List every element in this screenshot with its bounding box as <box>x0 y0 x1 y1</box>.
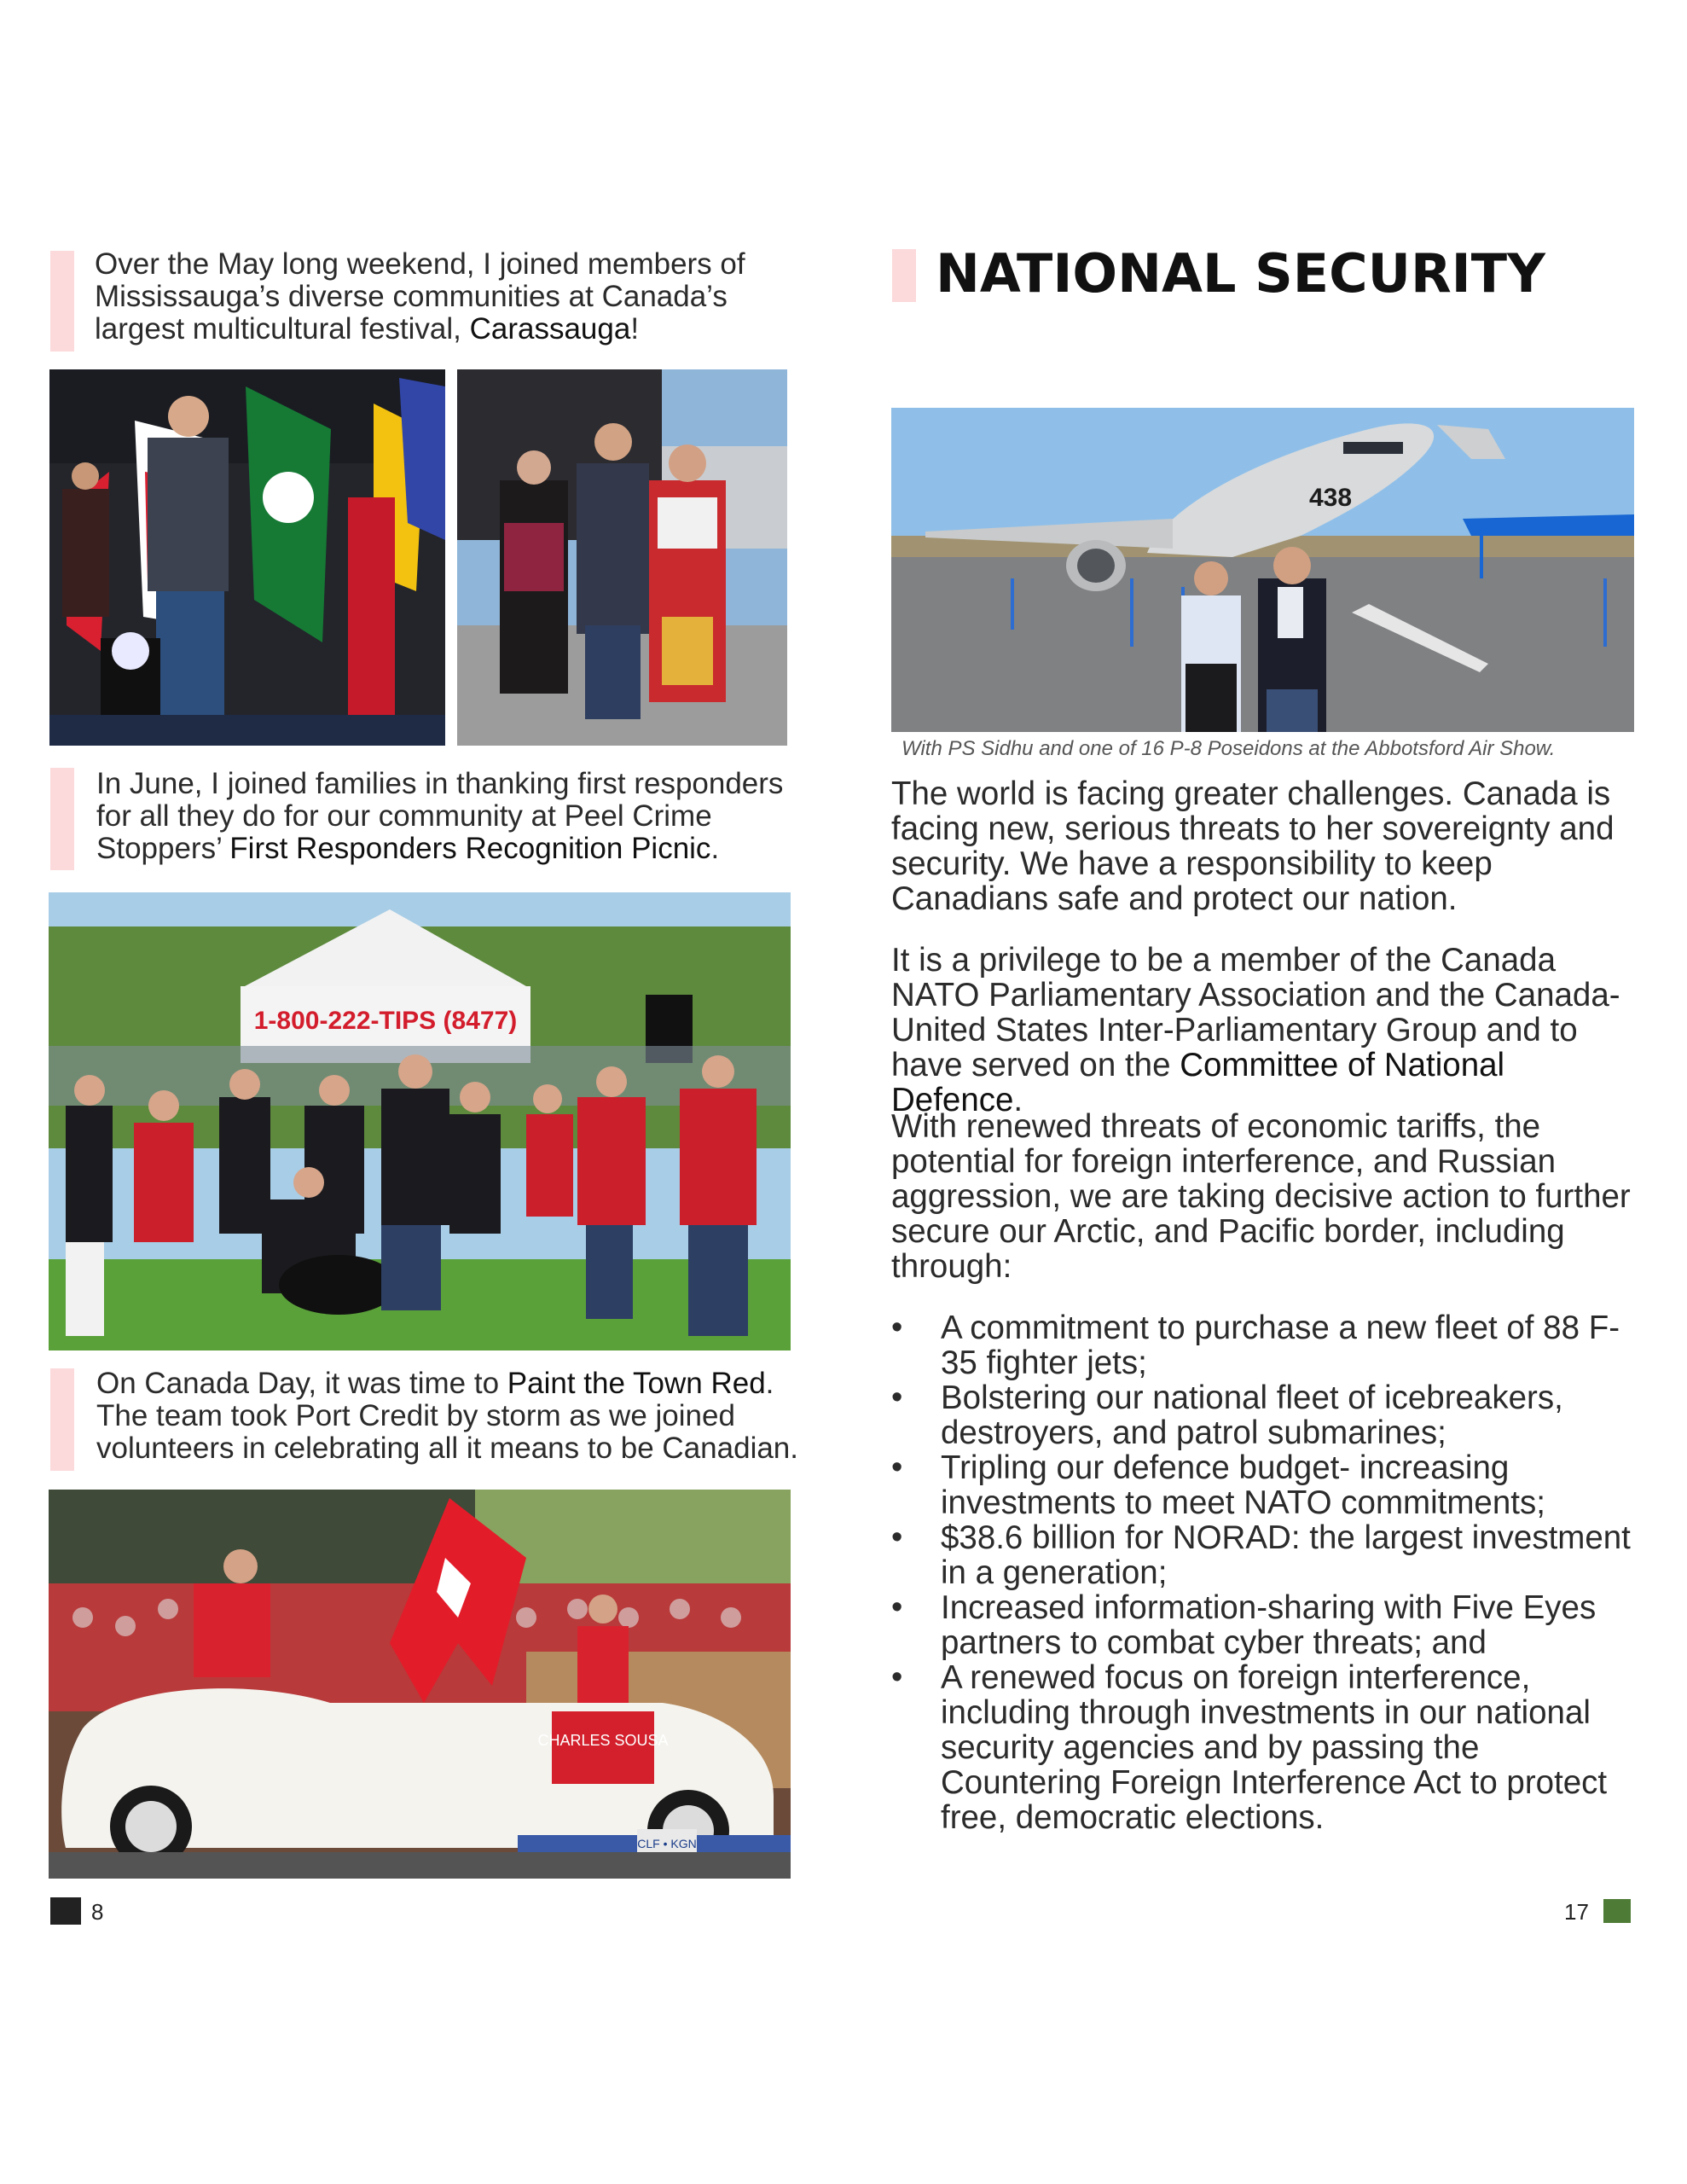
committee-highlight: Committee of National Defence <box>891 1047 1505 1118</box>
list-item: • $38.6 billion for NORAD: the largest investment in a generation; <box>891 1520 1642 1590</box>
photo-caption: With PS Sidhu and one of 16 P-8 Poseidons at the Abbotsford Air Show. <box>901 737 1556 760</box>
carassauga-highlight: Carassauga <box>469 312 631 346</box>
list-item: • A renewed focus on foreign interference, including through investments in our national security agencies and by passing the Countering Foreign Interference Act to protect free, democratic elections. <box>891 1660 1642 1835</box>
airshow-photo <box>891 408 1634 732</box>
page-number-right: 17 <box>1564 1899 1589 1925</box>
nato-paragraph: It is a privilege to be a member of the Canada NATO Parliamentary Association and the Canada-United States Inter-Parliamentary Group and to have served on the Committee of National Defence. <box>891 942 1620 1118</box>
list-item: • Tripling our defence budget- increasing investments to meet NATO commitments; <box>891 1450 1642 1520</box>
tent-banner-text: 1-800-222-TIPS (8477) <box>253 1007 518 1035</box>
list-item: • A commitment to purchase a new fleet of 88 F-35 fighter jets; <box>891 1310 1642 1380</box>
traditional-dress-photo <box>457 369 787 746</box>
measures-list <box>891 1310 1642 1835</box>
car-sign-text: CHARLES SOUSA <box>537 1732 669 1749</box>
intro-paragraph: The world is facing greater challenges. Canada is facing new, serious threats to her sovereignty and security. We have a responsibility to keep Canadians safe and protect our nation. <box>891 775 1615 917</box>
list-item: • Bolstering our national fleet of icebreakers, destroyers, and patrol submarines; <box>891 1380 1642 1450</box>
carassauga-paragraph: Over the May long weekend, I joined members of Mississauga’s diverse communities at Canada’s largest multicultural festival, Carassauga! <box>95 247 745 346</box>
page-marker-square <box>1603 1899 1631 1923</box>
canada-day-parade-photo <box>49 1490 791 1879</box>
page-marker-square <box>50 1897 81 1925</box>
canada-day-highlight: Paint the Town Red <box>507 1367 766 1400</box>
first-responders-photo <box>49 892 791 1350</box>
festival-stage-photo <box>49 369 445 746</box>
accent-bar <box>50 1368 74 1471</box>
picnic-paragraph: In June, I joined families in thanking first responders for all they do for our community at Peel Crime Stoppers’ First Responders Recognition Picnic. <box>96 767 784 865</box>
picnic-highlight: First Responders Recognition Picnic <box>229 832 711 865</box>
aircraft-tail-number: 438 <box>1309 484 1353 512</box>
threats-paragraph: With renewed threats of economic tariffs, the potential for foreign interference, and Russian aggression, we are taking decisive action to further secure our Arctic, and Pacific border, including through: <box>891 1108 1631 1285</box>
accent-bar <box>892 249 916 302</box>
list-item: • Increased information-sharing with Five Eyes partners to combat cyber threats; and <box>891 1590 1642 1660</box>
page-number-left: 8 <box>91 1899 104 1925</box>
accent-bar <box>50 251 74 351</box>
license-plate-text: CLF • KGN <box>637 1837 697 1850</box>
canada-day-paragraph: On Canada Day, it was time to Paint the Town Red. The team took Port Credit by storm as we joined volunteers in celebrating all it means to be Canadian. <box>96 1367 798 1465</box>
section-title: NATIONAL SECURITY <box>936 242 1545 305</box>
accent-bar <box>50 768 74 870</box>
